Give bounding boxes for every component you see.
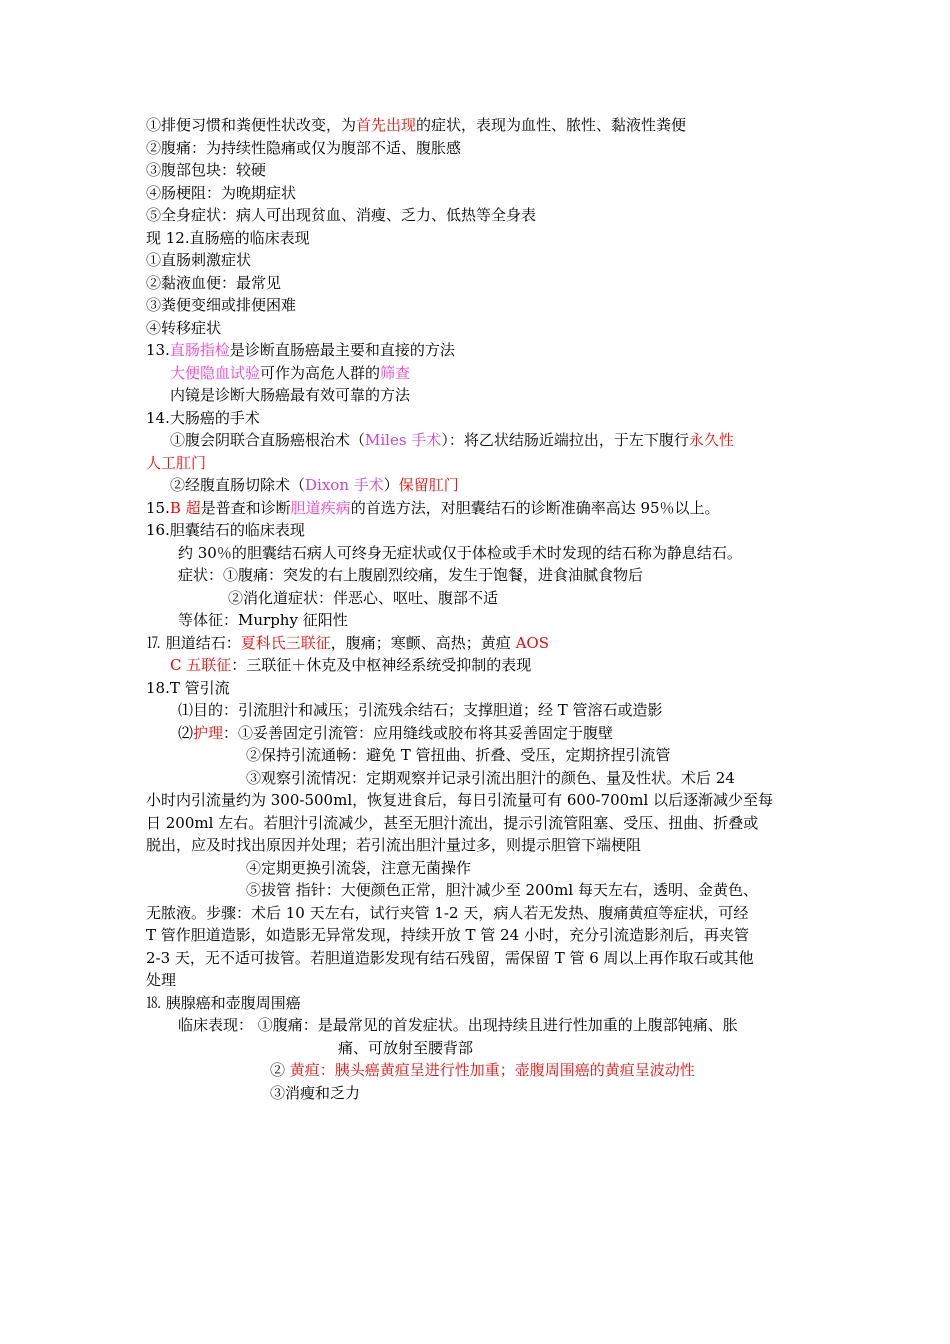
text-segment: 16.胆囊结石的临床表现 [146,521,305,539]
text-segment: ⑤全身症状：病人可出现贫血、消瘦、乏力、低热等全身表 [146,206,537,224]
highlighted-text: 胆道疾病 [290,498,351,517]
document-page [0,114,950,1104]
highlighted-text: Miles 手术 [365,431,442,449]
text-segment: ③腹部包块：较硬 [146,161,267,179]
text-line [146,182,950,205]
text-segment: ②消化道症状：伴恶心、呕吐、腹部不适 [228,588,499,607]
text-line [170,474,950,497]
highlighted-text: C 五联征 [170,656,232,674]
text-line [338,1037,950,1060]
text-line [146,947,950,970]
text-segment: 临床表现： ①腹痛：是最常见的首发症状。出现持续且进行性加重的上腹部钝痛、胀 [178,1016,738,1034]
text-segment: ④转移症状 [146,318,222,337]
text-segment: ：①妥善固定引流管：应用缝线或胶布将其妥善固定于腹壁 [223,723,614,742]
text-segment: ③消瘦和乏力 [270,1083,361,1102]
text-line [178,722,950,745]
text-segment: 小时内引流量约为 300-500ml，恢复进食后，每日引流量可有 600-700ml 以后逐渐减少至每 [146,791,774,809]
text-segment: 15. [146,498,170,517]
text-segment: ③观察引流情况：定期观察并记录引流出胆汁的颜色、量及性状。术后 24 [246,768,735,787]
text-segment: ） [383,476,399,494]
highlighted-text: 保留肛门 [398,476,459,494]
text-line [146,272,950,295]
text-segment: ⒘ 胆道结石： [146,633,241,652]
text-line [178,699,950,722]
highlighted-text: 直肠指检 [169,341,230,359]
text-line [146,789,950,812]
text-line [170,429,950,452]
text-line [178,1014,950,1037]
text-segment: ②黏液血便：最常见 [146,273,282,292]
text-line [178,542,950,565]
text-line [270,1059,950,1082]
text-line [146,339,950,362]
text-segment: 的首选方法，对胆囊结石的诊断准确率高达 95％以上。 [350,498,720,517]
text-segment: ②腹痛：为持续性隐痛或仅为腹部不适、腹胀感 [146,138,462,157]
text-line [146,902,950,925]
text-segment: 的症状，表现为血性、脓性、黏液性粪便 [416,116,687,134]
text-segment: ③粪便变细或排便困难 [146,296,297,314]
text-segment: ②经腹直肠切除术（ [170,476,306,494]
text-segment: ①腹会阴联合直肠癌根治术（ [170,431,366,449]
text-segment: ⑤拔管 指针：大便颜色正常，胆汁减少至 200ml 每天左右，透明、金黄色、 [246,881,758,899]
text-line [146,969,950,992]
highlighted-text: 夏科氏三联征 [240,633,331,652]
text-line [146,249,950,272]
text-segment: 等体征：Murphy 征阳性 [178,611,348,629]
text-line [146,812,950,835]
text-line [146,924,950,947]
text-segment: ①直肠刺激症状 [146,251,252,269]
text-segment: ，腹痛；寒颤、高热；黄疸 [330,633,516,652]
text-segment: ）：将乙状结肠近端拉出，于左下腹行 [441,431,689,449]
text-line [228,587,950,610]
text-line [178,564,950,587]
text-line [146,519,950,542]
highlighted-text: B 超 [169,498,201,517]
text-line [146,294,950,317]
text-line [146,677,950,700]
text-line [178,609,950,632]
text-segment: 内镜是诊断大肠癌最有效可靠的方法 [170,386,411,404]
text-segment: 是诊断直肠癌最主要和直接的方法 [229,341,455,359]
text-line [146,204,950,227]
text-line [146,992,950,1015]
text-segment: ①排便习惯和粪便性状改变，为 [146,116,357,134]
text-segment: 日 200ml 左右。若胆汁引流减少，甚至无胆汁流出，提示引流管阻塞、受压、扭曲、折叠或 [146,813,759,832]
highlighted-text: 永久性 [688,431,734,449]
text-line [146,137,950,160]
text-segment: 现 12.直肠癌的临床表现 [146,228,310,247]
text-line [146,497,950,520]
text-segment: 痛、可放射至腰背部 [338,1038,474,1057]
highlighted-text: 首先出现 [356,116,417,134]
highlighted-text: AOS [515,633,549,652]
text-segment: 是普查和诊断 [200,498,291,517]
text-segment: ⑵ [178,723,194,742]
text-line [146,159,950,182]
text-line [146,114,950,137]
text-line [146,452,950,475]
text-line [246,857,950,880]
text-line [170,654,950,677]
text-segment: 14.大肠癌的手术 [146,408,260,427]
text-line [146,317,950,340]
text-segment: ④定期更换引流袋，注意无菌操作 [246,858,472,877]
text-segment: ：三联征＋休克及中枢神经系统受抑制的表现 [231,656,532,674]
text-segment: ②保持引流通畅：避免 T 管扭曲、折叠、受压，定期挤捏引流管 [246,746,671,764]
text-segment: 约 30％的胆囊结石病人可终身无症状或仅于体检或手术时发现的结石称为静息结石。 [178,543,742,562]
highlighted-text: 大便隐血试验 [170,363,261,382]
highlighted-text: 护理 [193,723,224,742]
text-line [270,1082,950,1105]
text-line [146,632,950,655]
text-segment: 13. [146,341,170,359]
text-line [146,227,950,250]
highlighted-text: 人工肛门 [146,453,207,472]
text-line [170,362,950,385]
text-segment: 脱出，应及时找出原因并处理；若引流出胆汁量过多，则提示胆管下端梗阻 [146,836,642,854]
text-segment: ⒙ 胰腺癌和壶腹周围癌 [146,993,301,1012]
text-line [246,879,950,902]
text-line [146,407,950,430]
text-segment: 可作为高危人群的 [260,363,381,382]
text-segment: ② [270,1061,290,1079]
text-segment: 症状：①腹痛：突发的右上腹剧烈绞痛，发生于饱餐，进食油腻食物后 [178,566,644,584]
text-segment: ⑴目的：引流胆汁和减压；引流残余结石；支撑胆道；经 T 管溶石或造影 [178,701,663,719]
highlighted-text: 筛查 [380,363,411,382]
highlighted-text: Dixon 手术 [305,476,384,494]
text-segment: 无脓液。步骤：术后 10 天左右，试行夹管 1-2 天，病人若无发热、腹痛黄疸等症状，可经 [146,903,749,922]
highlighted-text: 黄疸：胰头癌黄疸呈进行性加重；壶腹周围癌的黄疸呈波动性 [289,1061,695,1079]
text-line [170,384,950,407]
text-line [246,744,950,767]
text-segment: T 管作胆道造影，如造影无异常发现，持续开放 T 管 24 小时，充分引流造影剂后，再夹管 [146,926,749,944]
text-line [246,767,950,790]
text-line [146,834,950,857]
text-segment: 2-3 天，无不适可拔管。若胆道造影发现有结石残留，需保留 T 管 6 周以上再作取石或其他 [146,948,754,967]
text-segment: 处理 [146,971,177,989]
text-segment: ④肠梗阻：为晚期症状 [146,183,297,202]
text-segment: 18.T 管引流 [146,678,230,697]
